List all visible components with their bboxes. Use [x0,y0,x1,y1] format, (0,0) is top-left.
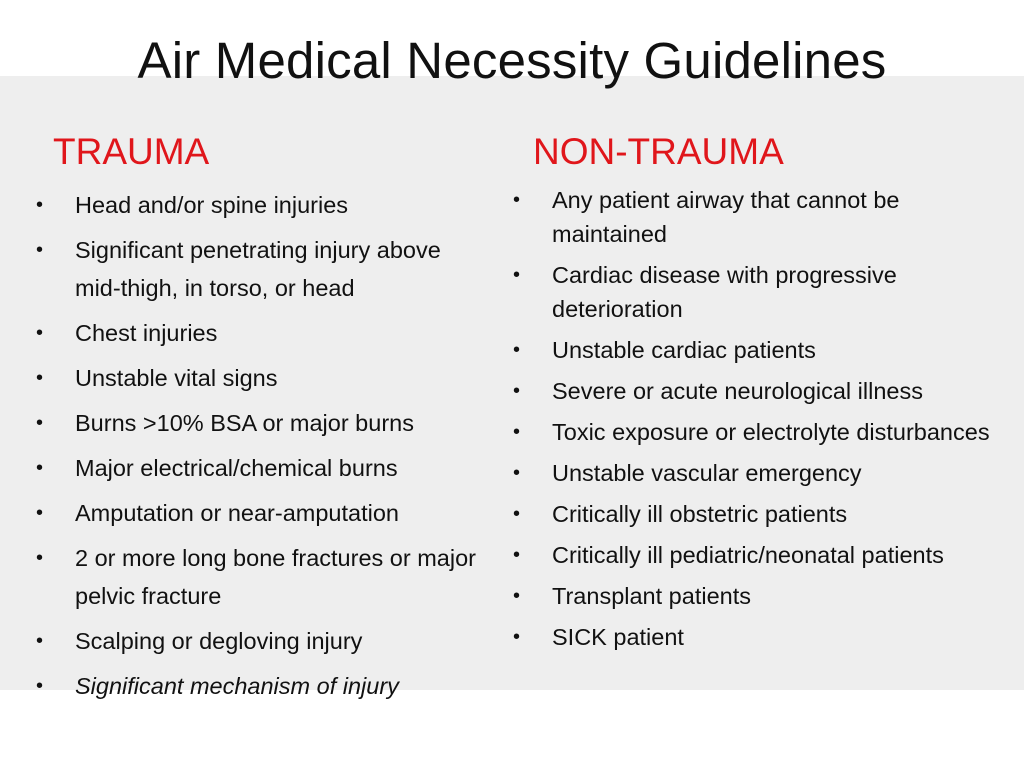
bullet-icon: • [513,585,521,607]
list-item: • Significant mechanism of injury [34,667,504,705]
list-item: • Head and/or spine injuries [34,186,504,224]
list-item: • Amputation or near-amputation [34,494,504,532]
trauma-list [34,186,504,712]
bullet-icon: • [513,189,521,211]
list-item: • Unstable vascular emergency [511,456,1006,490]
list-item: • Chest injuries [34,314,504,352]
list-item: • Critically ill pediatric/neonatal patients [511,538,992,572]
bullet-icon: • [513,503,521,525]
list-item: • Toxic exposure or electrolyte disturbances [511,415,992,449]
list-item: • Cardiac disease with progressive deterioration [511,258,1006,326]
bullet-icon: • [513,421,521,443]
list-item: • Transplant patients [511,579,1006,613]
list-item: • 2 or more long bone fractures or major pelvic fracture [34,539,504,615]
bullet-icon: • [36,367,44,389]
bullet-icon: • [513,380,521,402]
list-item: • Significant penetrating injury above mid-thigh, in torso, or head [34,231,475,307]
bullet-icon: • [513,544,521,566]
bullet-icon: • [513,339,521,361]
bullet-icon: • [513,462,521,484]
bullet-icon: • [36,457,44,479]
list-item: • Burns >10% BSA or major burns [34,404,504,442]
bullet-icon: • [36,239,44,261]
trauma-heading: TRAUMA [53,131,210,172]
list-item: • Major electrical/chemical burns [34,449,504,487]
bullet-icon: • [513,626,521,648]
list-item: • Unstable cardiac patients [511,333,1006,367]
list-item: • Unstable vital signs [34,359,504,397]
non-trauma-heading: NON-TRAUMA [533,131,784,172]
bullet-icon: • [36,630,44,652]
slide-title: Air Medical Necessity Guidelines [137,32,887,89]
bullet-icon: • [36,502,44,524]
list-item: • Severe or acute neurological illness [511,374,992,408]
bullet-icon: • [36,194,44,216]
bullet-icon: • [513,264,521,286]
list-item: • Any patient airway that cannot be maintained [511,183,1006,251]
bullet-icon: • [36,675,44,697]
list-item: • Scalping or degloving injury [34,622,504,660]
bullet-icon: • [36,547,44,569]
non-trauma-list [511,183,1006,661]
bullet-icon: • [36,412,44,434]
list-item: • Critically ill obstetric patients [511,497,1006,531]
list-item: • SICK patient [511,620,1006,654]
bullet-icon: • [36,322,44,344]
